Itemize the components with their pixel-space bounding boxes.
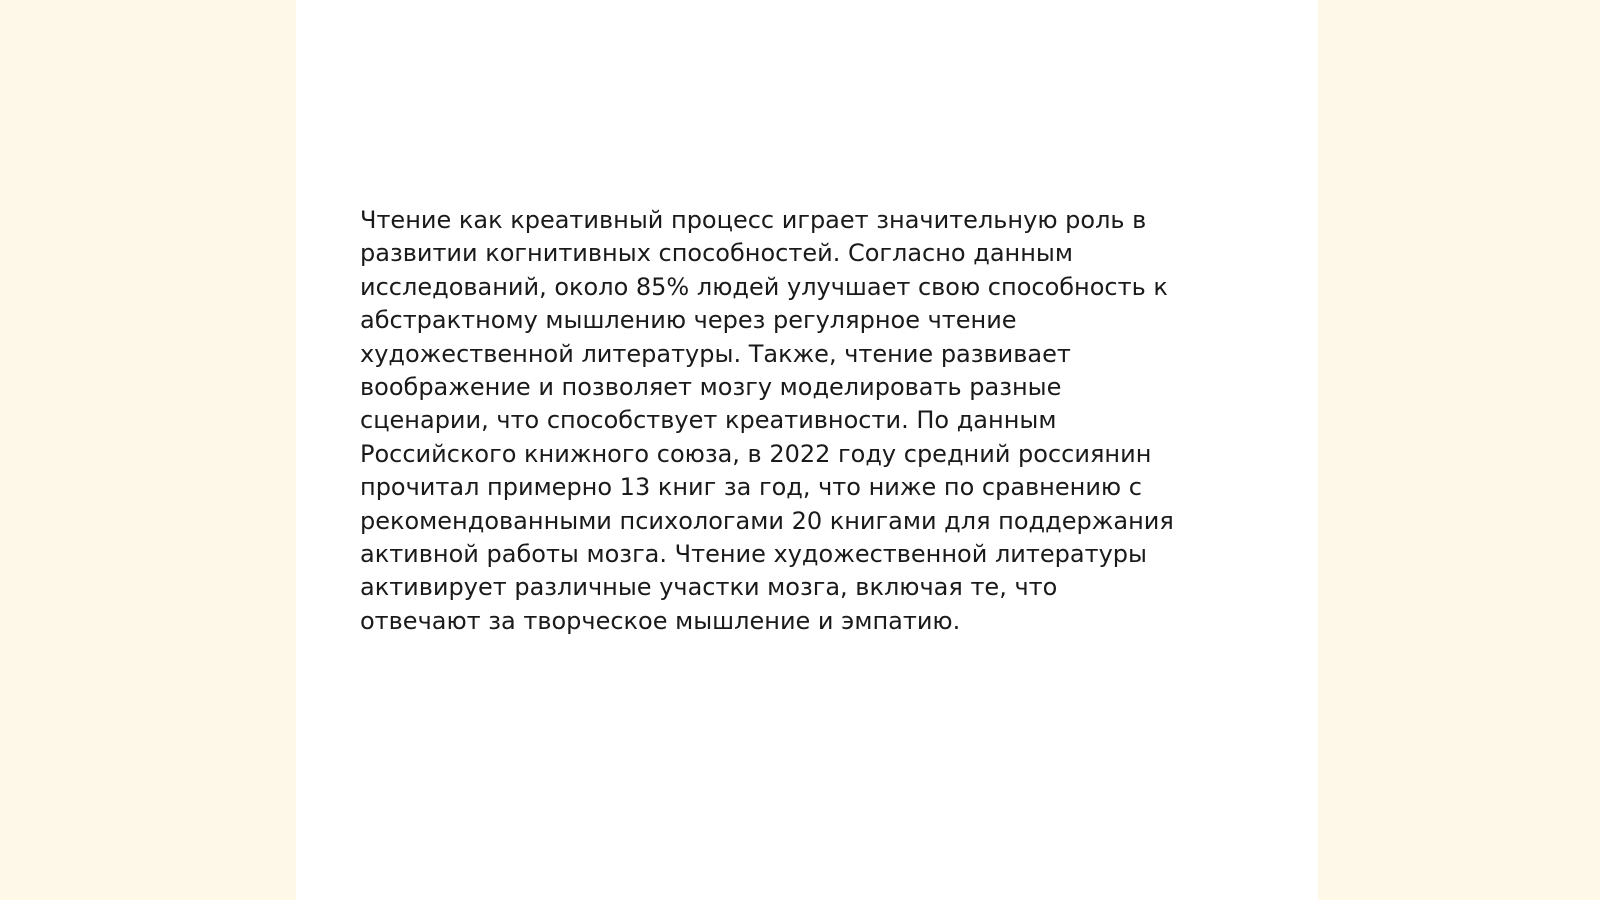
document-sheet (296, 0, 1318, 900)
body-paragraph: Чтение как креативный процесс играет значительную роль в развитии когнитивных способностей. Согласно данным исследований, около 85% людей улучшает свою способность к абстрактному мышлению через регулярное чтение художественной литературы. Также, чтение развивает воображение и позволяет мозгу моделировать разные сценарии, что способствует креативности. По данным Российского книжного союза, в 2022 году средний россиянин прочитал примерно 13 книг за год, что ниже по сравнению с рекомендованными психологами 20 книгами для поддержания активной работы мозга. Чтение художественной литературы активирует различные участки мозга, включая те, что отвечают за творческое мышление и эмпатию. (360, 206, 1174, 635)
